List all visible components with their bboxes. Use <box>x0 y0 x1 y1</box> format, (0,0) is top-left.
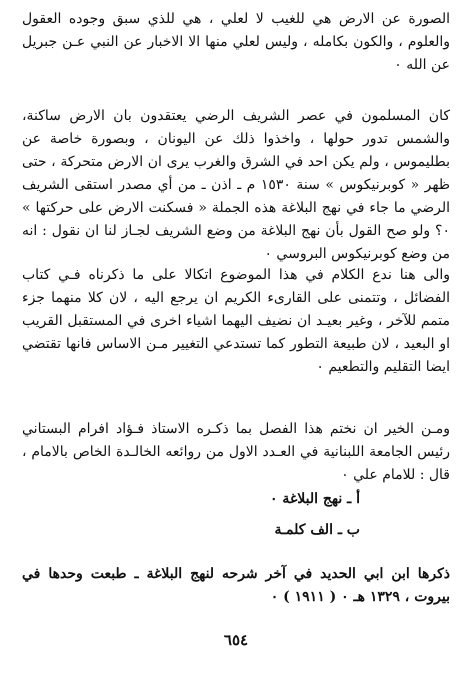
page-number: ٦٥٤ <box>223 631 249 649</box>
paragraph-bustani-quote: ومـن الخير ان نختم هذا الفصل بما ذكـره الاستاذ فـؤاد افرام البستاني رئيس الجامعة اللبنانية في العـدد الاول من روائعه الخالـدة الخاص بالامام ، قال : للامام علي ٠ <box>22 421 450 483</box>
list-item-nahj: أ ـ نهج البلاغة ٠ <box>270 491 360 507</box>
works-list <box>22 488 450 542</box>
paragraph-earth-image: الصورة عن الارض هي للغيب لا لعلي ، هي للذي سبق وجوده العقول والعلوم ، والكون بكامله ، وليس لعلي منها الا الاخبار عن النبي عـن جبريل عن الله ٠ <box>22 11 450 73</box>
paragraph-publication-note: ذكرها ابن ابي الحديد في آخر شرحه لنهج البلاغة ـ طبعت وحدها في بيروت ، ١٣٢٩ هـ ٠ ( ١٩١١ ) ٠ <box>22 566 450 605</box>
paragraph-earth-motion: كان المسلمون في عصر الشريف الرضي يعتقدون بان الارض ساكنة، والشمس تدور حولها ، واخذوا ذلك عن اليونان ، وبصورة خاصة عن بطليموس ، ولم يكن احد في الشرق والغرب يرى ان الارض متحركة ، حتى ظهر « كوبرنيكوس » سنة ١٥٣٠ م ـ اذن ـ من أي مصدر استقى الشريف الرضي ما جاء في نهج البلاغة هذه الجملة « فسكنت الارض على حركتها » ٠؟ ولو صح القول بأن نهج البلاغة من وضع الشريف لجـاز لنا ان نقول : انه من وضع كوبرنيكوس البروسي ٠ <box>22 108 451 262</box>
list-item-thousand-words: ب ـ الف كلمـة <box>274 522 360 538</box>
paragraph-book-reference: والى هنا ندع الكلام في هذا الموضوع اتكالا على ما ذكرناه فـي كتاب الفضائل ، وتتمنى على القارىء الكريم ان يرجع اليه ، لان كلا منهما جزء متمم للآخر ، وغير بعيـد ان نضيف اليهما اشياء اخرى في المستقبل القريب او البعيد ، لان طبيعة التطور كما تستدعي التغيير مـن الاساس فانها تقتضي ايضا التقليم والتطعيم ٠ <box>22 267 450 375</box>
